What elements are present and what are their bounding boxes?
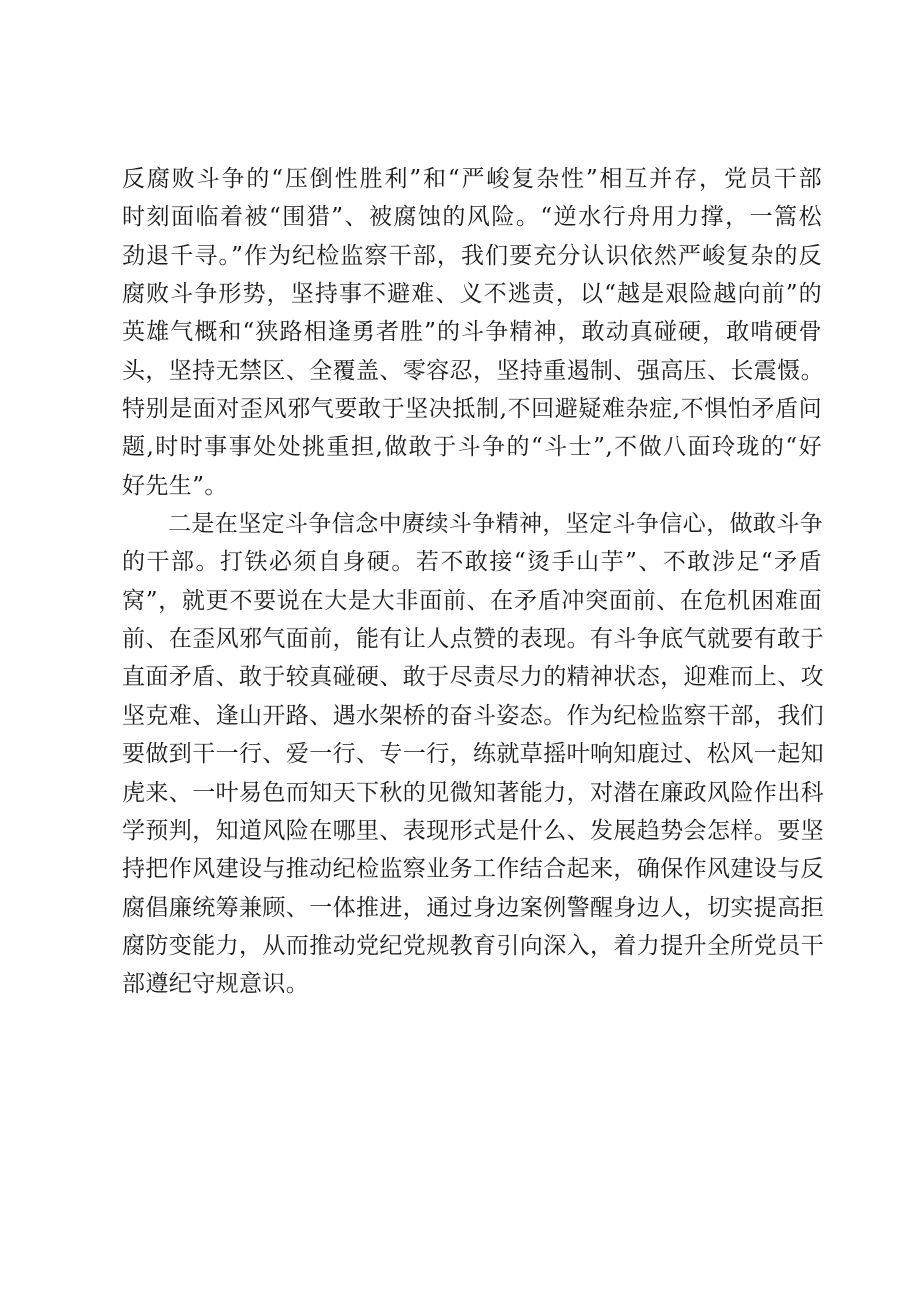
text-line: 劲退千寻。”作为纪检监察干部，我们要充分认识依然严峻复杂的反 — [122, 242, 822, 269]
text-line: 特别是面对歪风邪气要敢于坚决抵制,不回避疑难杂症,不惧怕矛盾问 — [122, 396, 822, 423]
text-line: 腐倡廉统筹兼顾、一体推进，通过身边案例警醒身边人，切实提高拒 — [122, 894, 824, 921]
paragraph-2 — [122, 505, 822, 1003]
text-line: 窝”，就更不要说在大是大非面前、在矛盾冲突面前、在危机困难面 — [122, 587, 822, 614]
text-line: 学预判，知道风险在哪里、表现形式是什么、发展趋势会怎样。要坚 — [122, 817, 824, 844]
paragraph-1 — [122, 160, 822, 505]
text-line: 部遵纪守规意识。 — [122, 971, 310, 998]
text-line: 英雄气概和“狭路相逢勇者胜”的斗争精神，敢动真碰硬，敢啃硬骨 — [122, 319, 822, 346]
text-line: 的干部。打铁必须自身硬。若不敢接“烫手山芋”、不敢涉足“矛盾 — [122, 549, 822, 576]
text-line: 二是在坚定斗争信念中赓续斗争精神，坚定斗争信心，做敢斗争 — [168, 511, 824, 538]
text-line: 时刻面临着被“围猎”、被腐蚀的风险。“逆水行舟用力撑，一篙松 — [122, 204, 822, 231]
text-line: 直面矛盾、敢于较真碰硬、敢于尽责尽力的精神状态，迎难而上、攻 — [122, 664, 824, 691]
text-line: 要做到干一行、爱一行、专一行，练就草摇叶响知鹿过、松风一起知 — [122, 741, 824, 768]
text-line: 头，坚持无禁区、全覆盖、零容忍，坚持重遏制、强高压、长震慑。 — [122, 357, 824, 384]
text-line: 持把作风建设与推动纪检监察业务工作结合起来，确保作风建设与反 — [122, 856, 824, 883]
document-body — [122, 160, 822, 1004]
text-line: 好先生”。 — [122, 472, 228, 499]
text-line: 前、在歪风邪气面前，能有让人点赞的表现。有斗争底气就要有敢于 — [122, 626, 824, 653]
text-line: 题,时时事事处处挑重担,做敢于斗争的“斗士”,不做八面玲珑的“好 — [122, 434, 822, 461]
text-line: 反腐败斗争的“压倒性胜利”和“严峻复杂性”相互并存，党员干部 — [122, 166, 822, 192]
text-line: 腐败斗争形势，坚持事不避难、义不逃责，以“越是艰险越向前”的 — [122, 281, 822, 308]
text-line: 坚克难、逢山开路、遇水架桥的奋斗姿态。作为纪检监察干部，我们 — [122, 702, 824, 729]
text-line: 虎来、一叶易色而知天下秋的见微知著能力，对潜在廉政风险作出科 — [122, 779, 824, 806]
text-line: 腐防变能力，从而推动党纪党规教育引向深入，着力提升全所党员干 — [122, 932, 824, 959]
